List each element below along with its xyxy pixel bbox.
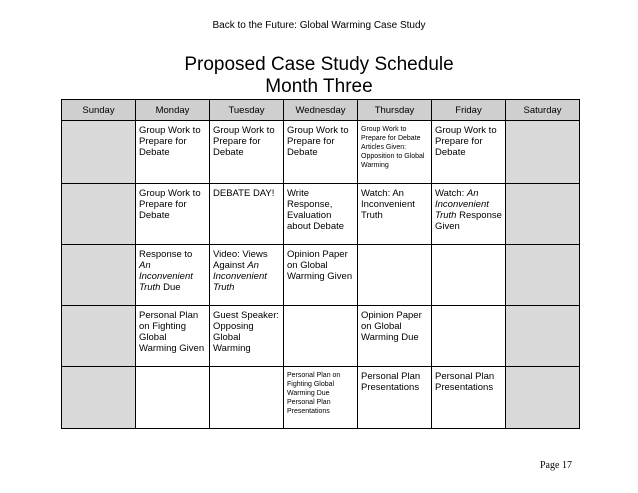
week3-monday-prefix: Response to [139, 249, 193, 260]
week3-sunday [62, 245, 136, 306]
schedule-table [61, 99, 580, 429]
header-tuesday: Tuesday [210, 100, 284, 121]
week2-sunday [62, 184, 136, 245]
week4-sunday [62, 306, 136, 367]
week2-wednesday: Write Response, Evaluation about Debate [284, 184, 358, 245]
week5-saturday [506, 367, 580, 429]
header-saturday: Saturday [506, 100, 580, 121]
week1-saturday [506, 121, 580, 184]
week4-friday [432, 306, 506, 367]
title-line-2: Month Three [265, 76, 373, 97]
day-header-row [62, 100, 580, 121]
week2-monday: Group Work to Prepare for Debate [136, 184, 210, 245]
week2-friday-prefix: Watch: [435, 188, 467, 199]
week1-sunday [62, 121, 136, 184]
header-friday: Friday [432, 100, 506, 121]
week1-monday: Group Work to Prepare for Debate [136, 121, 210, 184]
week4-saturday [506, 306, 580, 367]
page-number: Page 17 [540, 460, 572, 471]
week-row-4 [62, 306, 580, 367]
week4-monday: Personal Plan on Fighting Global Warming Given [136, 306, 210, 367]
week3-friday [432, 245, 506, 306]
week3-wednesday: Opinion Paper on Global Warming Given [284, 245, 358, 306]
week4-tuesday: Guest Speaker: Opposing Global Warming [210, 306, 284, 367]
week2-thursday: Watch: An Inconvenient Truth [358, 184, 432, 245]
week-row-2 [62, 184, 580, 245]
week5-wednesday [284, 367, 358, 429]
week2-friday-suffix: Response Given [435, 210, 502, 232]
week3-tuesday-title: An Inconvenient Truth [213, 260, 267, 293]
week5-tuesday [210, 367, 284, 429]
week5-wednesday-line-1: Personal Plan on Fighting Global Warming Due [287, 372, 341, 397]
week4-wednesday [284, 306, 358, 367]
week2-friday-title: An Inconvenient Truth [435, 188, 489, 221]
week1-thursday-line-1: Group Work to Prepare for Debate [361, 126, 421, 142]
page-title [0, 54, 638, 98]
week-row-3 [62, 245, 580, 306]
week3-monday-title: An Inconvenient Truth [139, 260, 193, 293]
week2-saturday [506, 184, 580, 245]
document-header: Back to the Future: Global Warming Case Study [212, 20, 426, 31]
week1-tuesday: Group Work to Prepare for Debate [210, 121, 284, 184]
week-row-5 [62, 367, 580, 429]
week1-friday: Group Work to Prepare for Debate [432, 121, 506, 184]
week3-tuesday-prefix: Video: Views Against [213, 249, 268, 271]
week3-saturday [506, 245, 580, 306]
week3-monday-suffix: Due [160, 282, 181, 293]
week1-wednesday: Group Work to Prepare for Debate [284, 121, 358, 184]
header-wednesday: Wednesday [284, 100, 358, 121]
header-thursday: Thursday [358, 100, 432, 121]
week5-friday: Personal Plan Presentations [432, 367, 506, 429]
week2-friday [432, 184, 506, 245]
header-monday: Monday [136, 100, 210, 121]
header-sunday: Sunday [62, 100, 136, 121]
week3-tuesday [210, 245, 284, 306]
week4-thursday: Opinion Paper on Global Warming Due [358, 306, 432, 367]
week5-thursday: Personal Plan Presentations [358, 367, 432, 429]
week1-thursday-line-2: Articles Given: Opposition to Global Warming [361, 144, 425, 169]
title-line-1: Proposed Case Study Schedule [184, 54, 454, 75]
week1-thursday [358, 121, 432, 184]
week5-wednesday-line-2: Personal Plan Presentations [287, 399, 331, 415]
week3-monday [136, 245, 210, 306]
week5-monday [136, 367, 210, 429]
week2-tuesday: DEBATE DAY! [210, 184, 284, 245]
week-row-1 [62, 121, 580, 184]
week5-sunday [62, 367, 136, 429]
week3-thursday [358, 245, 432, 306]
